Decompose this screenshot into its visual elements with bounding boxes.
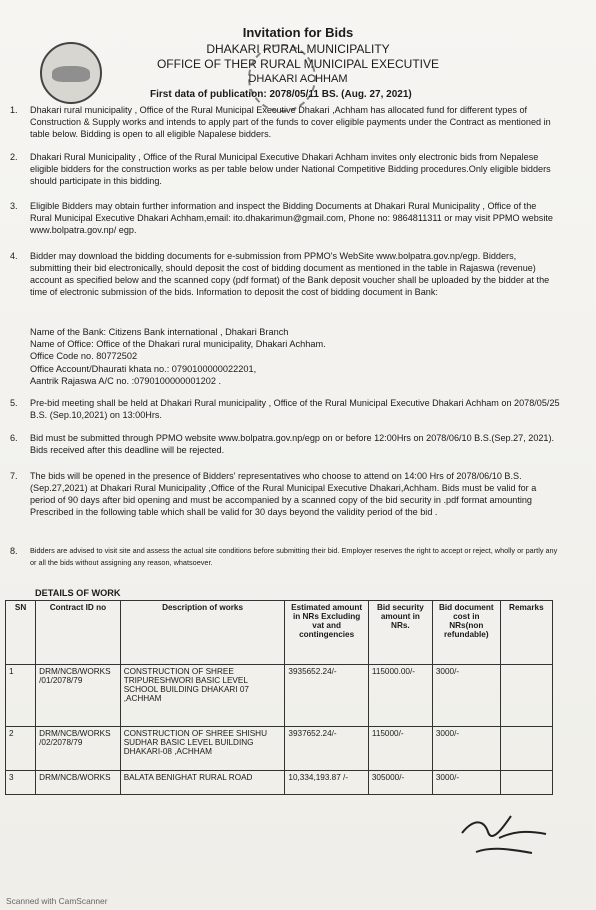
paragraph-text: Dhakari rural municipality , Office of the Rural Municipal Executive Dhakari ,Achham has allocated fund for different types of Construction & Supply works and intends to apply part of the funds to cover eligible payments under the Contract as mentioned in table below. Bidding is open to all eligible Napalese bidders. <box>30 105 551 139</box>
paragraph-text: Bidder may download the bidding documents for e-submission from PPMO's WebSite www.bolpatra.gov.np/egp. Bidders, submitting their bid electronically, should deposit the cost of bidding document as mentioned in the table in Rajaswa (revenue) account as specified below and the scanned copy (pdf format) of the Bank deposit voucher shall be uploaded by the bidder at the time of electronic submission of the bids. Information to deposit the cost of bidding document in Bank: <box>30 251 550 297</box>
header-sn: SN <box>6 601 36 665</box>
paragraph-1 <box>10 104 560 140</box>
cell-document-cost: 3000/- <box>432 771 500 795</box>
paragraph-text: Eligible Bidders may obtain further information and inspect the Bidding Documents at Dhakari Rural Municipality , Office of the Rural Municipal Executive Dhakari Achham,email: ito.dhakarimun@gmail.com, Phone no: 9864811311 or may visit PPMO website www.bolpatra.gov.np/ egp. <box>30 201 553 235</box>
office-code: Office Code no. 80772502 <box>30 351 138 362</box>
header-contract-id: Contract ID no <box>36 601 121 665</box>
table-row <box>6 727 553 771</box>
paragraph-text: The bids will be opened in the presence of Bidders' representatives who choose to attend on 14:00 Hrs of 2078/06/10 B.S. (Sep.27,2021) at Dhakari Rural Municipality ,Office of the Rural Municipal Executive Dhakari,Achham. Bids must be valid for a period of 90 days after bid opening and must be accompanied by a scanned copy of the bid security in .pdf format amounting Prescribed in the following table which shall be valid for 30 days beyond the validity period of the bid . <box>30 471 537 517</box>
cell-sn: 2 <box>6 727 36 771</box>
cell-contract-id: DRM/NCB/WORKS /02/2078/79 <box>36 727 121 771</box>
office-name: OFFICE OF THER RURAL MUNICIPAL EXECUTIVE <box>156 57 440 71</box>
header-estimated-amount: Estimated amount in NRs Excluding vat and contingencies <box>285 601 368 665</box>
table-row <box>6 771 553 795</box>
cell-sn: 1 <box>6 665 36 727</box>
signature-icon <box>454 808 552 866</box>
cell-remarks <box>500 727 552 771</box>
paragraph-2 <box>10 151 560 187</box>
paragraph-number: 1. <box>10 105 18 115</box>
paragraph-8 <box>10 545 560 569</box>
paragraph-6 <box>10 432 560 456</box>
bank-details <box>30 326 326 387</box>
paragraph-number: 7. <box>10 471 18 481</box>
cell-remarks <box>500 771 552 795</box>
table-header-row <box>6 601 553 665</box>
location-name: DHAKARI ACHHAM <box>248 73 348 85</box>
cell-contract-id: DRM/NCB/WORKS /01/2078/79 <box>36 665 121 727</box>
paragraph-text: Dhakari Rural Municipality , Office of the Rural Municipal Executive Dhakari Achham invites only electronic bids from Nepalese eligible bidders for the construction works as per table below under National Competitive Bidding procedures.Only eligible bidders should participate in this bidding. <box>30 152 551 186</box>
paragraph-7 <box>10 470 560 518</box>
municipality-name: DHAKARI RURAL MUNICIPALITY <box>206 42 390 56</box>
cell-description: CONSTRUCTION OF SHREE SHISHU SUDHAR BASIC LEVEL BUILDING DHAKARI-08 ,ACHHAM <box>120 727 285 771</box>
office-account: Office Account/Dhaurati khata no.: 0790100000022201, <box>30 363 257 374</box>
paragraph-5 <box>10 397 560 421</box>
header-remarks: Remarks <box>500 601 552 665</box>
cell-bid-security: 305000/- <box>368 771 432 795</box>
cell-estimated-amount: 10,334,193.87 /- <box>285 771 368 795</box>
cell-bid-security: 115000.00/- <box>368 665 432 727</box>
cell-estimated-amount: 3937652.24/- <box>285 727 368 771</box>
works-table <box>5 600 553 795</box>
document-title: Invitation for Bids <box>242 25 354 40</box>
cell-contract-id: DRM/NCB/WORKS <box>36 771 121 795</box>
cell-estimated-amount: 3935652.24/- <box>285 665 368 727</box>
table-row <box>6 665 553 727</box>
scanner-footer: Scanned with CamScanner <box>6 896 108 906</box>
cell-bid-security: 115000/- <box>368 727 432 771</box>
paragraph-text: Bidders are advised to visit site and assess the actual site conditions before submitting their bid. Employer reserves the right to accept or reject, wholly or partly any or all the bids without assigning any reason, whatsoever. <box>30 546 558 567</box>
cell-description: CONSTRUCTION OF SHREE TRIPURESHWORI BASIC LEVEL SCHOOL BUILDING DHAKARI 07 ,ACHHAM <box>120 665 285 727</box>
header-bid-security: Bid security amount in NRs. <box>368 601 432 665</box>
paragraph-number: 5. <box>10 398 18 408</box>
paragraph-number: 2. <box>10 152 18 162</box>
cell-document-cost: 3000/- <box>432 665 500 727</box>
paragraph-number: 4. <box>10 251 18 261</box>
paragraph-text: Bid must be submitted through PPMO website www.bolpatra.gov.np/egp on or before 12:00Hrs on 2078/06/10 B.S.(Sep.27, 2021). Bids received after this deadline will be rejected. <box>30 433 555 455</box>
paragraph-4 <box>10 250 560 298</box>
header-document-cost: Bid document cost in NRs(non refundable) <box>432 601 500 665</box>
cell-sn: 3 <box>6 771 36 795</box>
details-title: DETAILS OF WORK <box>35 588 121 598</box>
cell-document-cost: 3000/- <box>432 727 500 771</box>
paragraph-number: 3. <box>10 201 18 211</box>
header-description: Description of works <box>120 601 285 665</box>
paragraph-text: Pre-bid meeting shall be held at Dhakari Rural municipality , Office of the Rural Municipal Executive Dhakari Achham on 2078/05/25 B.S. (Sep.10,2021) on 13:00Hrs. <box>30 398 560 420</box>
paragraph-3 <box>10 200 560 236</box>
paragraph-number: 8. <box>10 546 18 556</box>
cell-description: BALATA BENIGHAT RURAL ROAD <box>120 771 285 795</box>
aantrik-account: Aantrik Rajaswa A/C no. :0790100000001202 . <box>30 375 222 386</box>
publication-date: First data of publication: 2078/05/11 BS. (Aug. 27, 2021) <box>150 89 412 100</box>
bank-name: Name of the Bank: Citizens Bank international , Dhakari Branch <box>30 327 289 337</box>
paragraph-number: 6. <box>10 433 18 443</box>
cell-remarks <box>500 665 552 727</box>
office-name-line: Name of Office: Office of the Dhakari rural municipality, Dhakari Achham. <box>30 339 326 350</box>
